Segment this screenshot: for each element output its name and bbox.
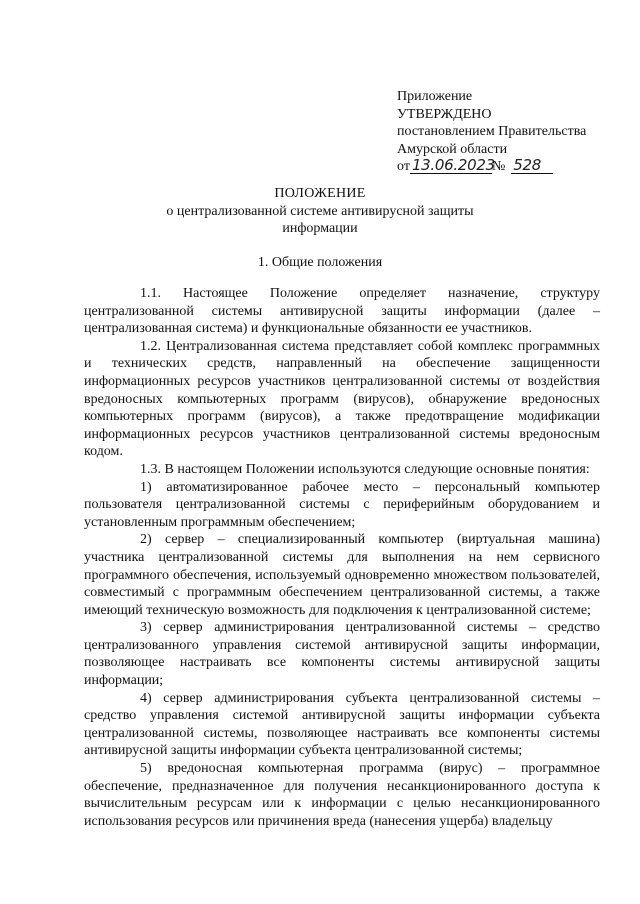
paragraph-1-1: 1.1. Настоящее Положение определяет назначение, структуру централизованной системы антивирусной защиты информации (далее – централизованная система) и функциональные обязанности ее участников.	[84, 286, 600, 337]
approval-date-prefix: от	[397, 159, 410, 175]
approval-resolution-label: постановлением Правительства	[397, 124, 587, 140]
paragraph-1-3: 1.3. В настоящем Положении используются следующие основные понятия:	[140, 461, 590, 477]
definition-item-5: 5) вредоносная компьютерная программа (вирус) – программное обеспечение, предназначенное для получения несанкционированного доступа к вычислительным ресурсам или к информации с целью несанкционированного использования ресурсов или причинения вреда (нанесения ущерба) владельцу	[84, 761, 600, 829]
approval-stamp	[397, 88, 607, 176]
approval-approved-label: УТВЕРЖДЕНО	[397, 106, 492, 122]
approval-region-label: Амурской области	[397, 141, 508, 157]
section-heading: 1. Общие положения	[257, 255, 383, 270]
definition-item-1: 1) автоматизированное рабочее место – персональный компьютер пользователя централизованной системы с периферийным оборудованием и установленным программным обеспечением;	[84, 479, 600, 530]
document-subtitle-line1: о централизованной системе антивирусной защиты	[166, 203, 474, 219]
approval-date-handwritten: 13.06.2023	[411, 156, 495, 175]
approval-date-line	[397, 158, 607, 176]
document-subtitle-line2: информации	[282, 221, 358, 237]
document-title-main: ПОЛОЖЕНИЕ	[274, 186, 366, 201]
document-body	[84, 285, 600, 830]
definition-item-3: 3) сервер администрирования централизованной системы – средство централизованного управления системой антивирусной защиты информации, позволяющее настраивать все компоненты системы антивирусной защиты информации;	[84, 620, 600, 689]
approval-appendix-label: Приложение	[397, 89, 473, 104]
paragraph-1-2: 1.2. Централизованная система представляет собой комплекс программных и технических средств, направленный на обеспечение защищенности информационных ресурсов участников централизованной системы от воздействия вредоносных компьютерных программ (вирусов), обнаружение вредоносных компьютерных программ (вирусов), а также предотвращение модификации информационных ресурсов участников централизованной системы вредоносным кодом.	[84, 338, 600, 460]
definition-item-2: 2) сервер – специализированный компьютер (виртуальная машина) участника централизованной системы для выполнения на нем сервисного программного обеспечения, используемый одновременно множеством пользователей, совместимый с программным обеспечением централизованной системы, а также имеющий техническую возможность для подключения к централизованной системе;	[84, 532, 600, 618]
approval-number-handwritten: 528	[511, 158, 553, 174]
approval-number-sign: №	[491, 159, 506, 175]
definition-item-4: 4) сервер администрирования субъекта централизованной системы – средство управления системой антивирусной защиты информации субъекта централизованной системы, позволяющее настраивать все компоненты системы антивирусной защиты информации субъекта централизованной системы;	[84, 690, 600, 759]
document-title	[0, 185, 640, 238]
